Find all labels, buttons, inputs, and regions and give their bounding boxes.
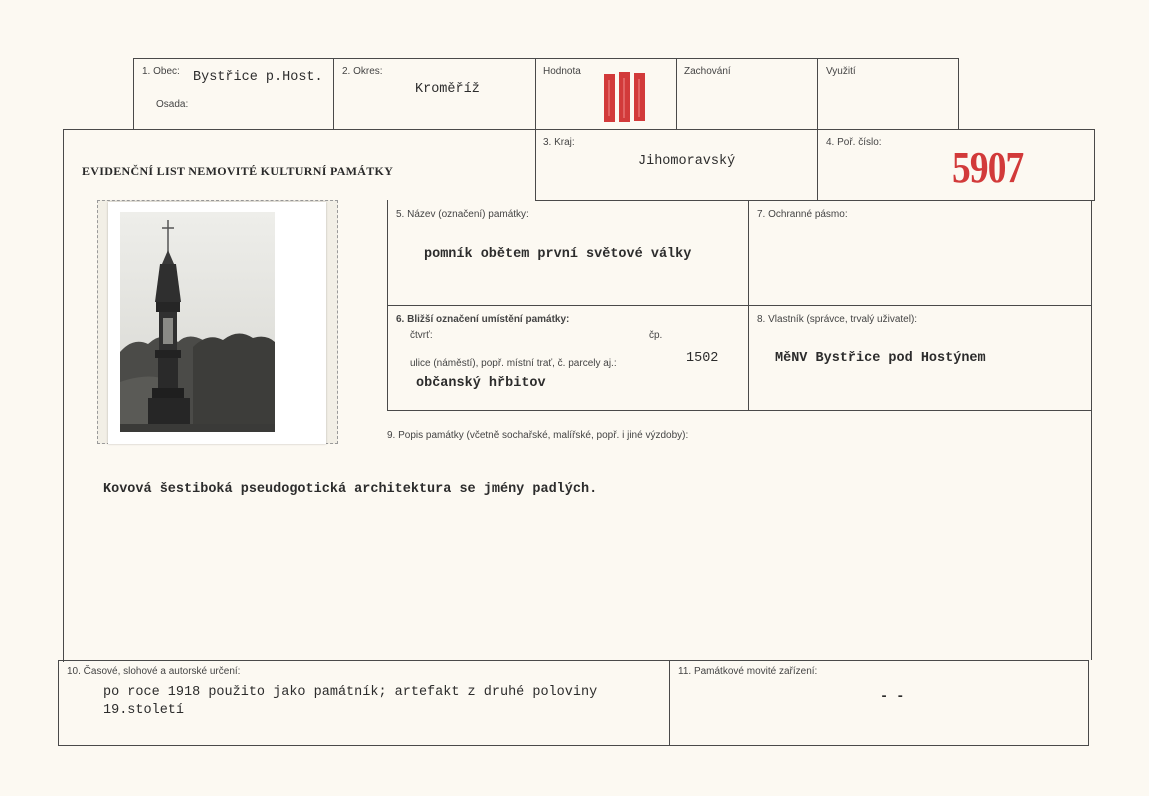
cp-label: čp. bbox=[649, 330, 663, 341]
movite-zarizeni-label: 11. Památkové movité zařízení: bbox=[678, 666, 818, 677]
bottom-right-border bbox=[1088, 660, 1089, 746]
okres-value: Kroměříž bbox=[415, 82, 480, 97]
vlastnik-label: 8. Vlastník (správce, trvalý uživatel): bbox=[757, 314, 918, 325]
obec-value: Bystřice p.Host. bbox=[193, 70, 323, 85]
hodnota-mark-stamp bbox=[604, 72, 646, 122]
main-left-border bbox=[63, 129, 64, 662]
obec-label: 1. Obec: bbox=[142, 66, 180, 77]
divider bbox=[535, 129, 536, 201]
hodnota-label: Hodnota bbox=[543, 66, 581, 77]
top-row-top-border bbox=[133, 58, 959, 59]
ulice-value: občanský hřbitov bbox=[416, 376, 546, 391]
nazev-label: 5. Název (označení) památky: bbox=[396, 209, 529, 220]
vlastnik-value: MěNV Bystřice pod Hostýnem bbox=[775, 351, 986, 366]
grid-bottom-border bbox=[387, 410, 1092, 411]
parcela-value: 1502 bbox=[686, 351, 719, 366]
por-cislo-label: 4. Poř. číslo: bbox=[826, 137, 882, 148]
divider bbox=[387, 305, 1092, 306]
bottom-left-border bbox=[58, 660, 59, 746]
divider bbox=[333, 58, 334, 129]
ochranne-pasmo-label: 7. Ochranné pásmo: bbox=[757, 209, 848, 220]
zachovani-label: Zachování bbox=[684, 66, 731, 77]
popis-value: Kovová šestiboká pseudogotická architektura se jmény padlých. bbox=[103, 482, 598, 497]
bottom-border bbox=[58, 745, 1089, 746]
divider bbox=[676, 58, 677, 129]
divider bbox=[535, 58, 536, 129]
main-right-border bbox=[1091, 200, 1092, 660]
form-title: EVIDENČNÍ LIST NEMOVITÉ KULTURNÍ PAMÁTKY bbox=[82, 164, 394, 178]
divider bbox=[817, 129, 818, 201]
divider bbox=[669, 660, 670, 746]
header-bottom-border bbox=[535, 200, 1094, 201]
divider bbox=[817, 58, 818, 129]
top-row-left-border bbox=[133, 58, 134, 129]
main-right-border-top bbox=[1094, 129, 1095, 201]
bottom-section-top bbox=[58, 660, 1089, 661]
osada-label: Osada: bbox=[156, 99, 189, 110]
ctvrt-label: čtvrť: bbox=[410, 330, 433, 341]
ulice-label: ulice (náměstí), popř. místní trať, č. parcely aj.: bbox=[410, 358, 617, 369]
urceni-line-1: po roce 1918 použito jako památník; artefakt z druhé poloviny bbox=[103, 685, 598, 700]
main-top-border bbox=[63, 129, 1095, 130]
urceni-label: 10. Časové, slohové a autorské určení: bbox=[67, 666, 241, 677]
vyuziti-label: Využití bbox=[826, 66, 856, 77]
nazev-value: pomník obětem první světové války bbox=[424, 247, 692, 262]
umisteni-label: 6. Bližší označení umístění památky: bbox=[396, 314, 570, 325]
por-cislo-value: 5907 bbox=[952, 143, 1024, 192]
okres-label: 2. Okres: bbox=[342, 66, 383, 77]
monument-photo bbox=[108, 202, 326, 444]
kraj-label: 3. Kraj: bbox=[543, 137, 575, 148]
urceni-line-2: 19.století bbox=[103, 703, 185, 718]
top-row-right-border bbox=[958, 58, 959, 129]
popis-label: 9. Popis památky (včetně sochařské, malířské, popř. i jiné výzdoby): bbox=[387, 430, 689, 441]
movite-zarizeni-value: - - bbox=[880, 690, 905, 705]
kraj-value: Jihomoravský bbox=[638, 154, 736, 169]
photo-print bbox=[108, 202, 326, 444]
